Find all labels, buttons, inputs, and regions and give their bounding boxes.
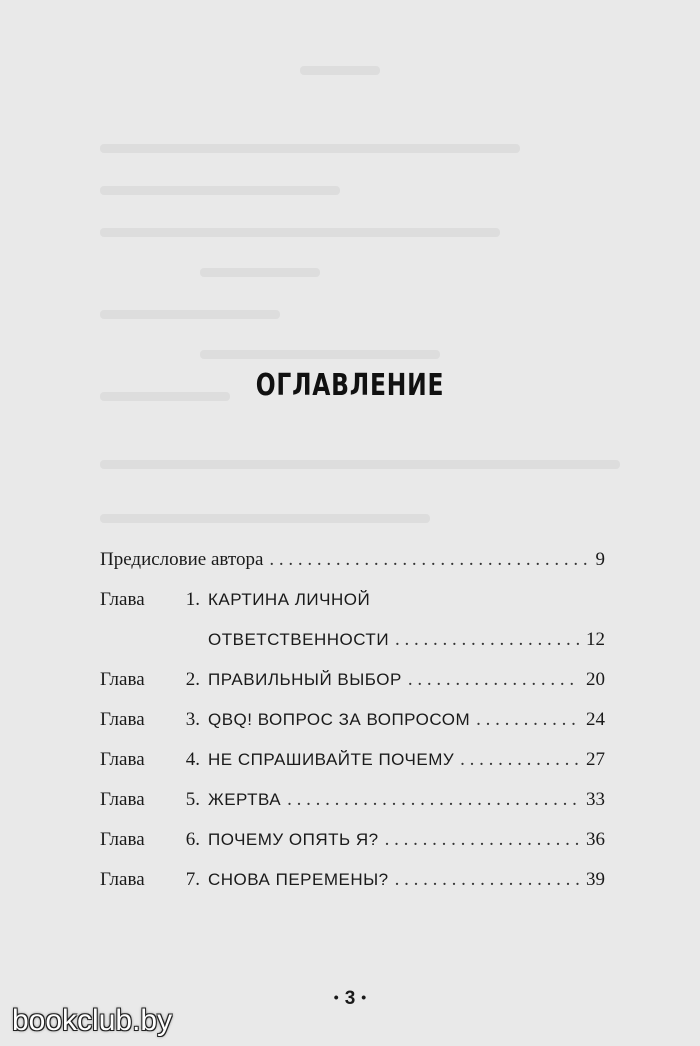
toc-page-number: 20: [586, 669, 605, 690]
toc-entry-chapter-1[interactable]: [100, 580, 605, 660]
toc-entry-title: ЖЕРТВА: [208, 790, 282, 809]
toc-page-number: 33: [586, 789, 605, 810]
chapter-label: Глава: [100, 869, 145, 890]
dot-leader: [408, 660, 580, 700]
dot-leader: [269, 540, 589, 580]
toc-entry-chapter-2[interactable]: [100, 660, 605, 700]
toc-page-number: 12: [586, 629, 605, 650]
chapter-number: 3.: [185, 709, 200, 730]
toc-entry-chapter-7[interactable]: [100, 860, 605, 900]
toc-page-number: 39: [586, 869, 605, 890]
dot-leader: [395, 620, 580, 660]
chapter-label: Глава: [100, 709, 145, 730]
dot-leader: [287, 780, 580, 820]
chapter-number: 7.: [185, 869, 200, 890]
chapter-label: Глава: [100, 789, 145, 810]
dot-leader: [385, 820, 580, 860]
toc-entry-title-continued: ОТВЕТСТВЕННОСТИ: [208, 630, 390, 649]
table-of-contents: [100, 540, 605, 900]
page-number: 3: [344, 988, 356, 1009]
toc-entry-chapter-6[interactable]: [100, 820, 605, 860]
toc-entry-chapter-3[interactable]: [100, 700, 605, 740]
toc-page-number: 36: [586, 829, 605, 850]
chapter-number: 4.: [185, 749, 200, 770]
toc-entry-chapter-5[interactable]: [100, 780, 605, 820]
chapter-label: Глава: [100, 749, 145, 770]
toc-entry-title: КАРТИНА ЛИЧНОЙ: [208, 590, 371, 609]
site-watermark: bookclub.by: [12, 1004, 173, 1037]
toc-heading: ОГЛАВЛЕНИЕ: [255, 368, 445, 403]
toc-entry-title: ПРАВИЛЬНЫЙ ВЫБОР: [208, 670, 402, 689]
chapter-label: Глава: [100, 669, 145, 690]
chapter-label: Глава: [100, 589, 145, 610]
toc-entry-preface[interactable]: [100, 540, 605, 580]
toc-entry-chapter-4[interactable]: [100, 740, 605, 780]
bullet-icon: •: [361, 989, 367, 1005]
dot-leader: [476, 700, 580, 740]
toc-entry-title: НЕ СПРАШИВАЙТЕ ПОЧЕМУ: [208, 750, 455, 769]
chapter-number: 2.: [185, 669, 200, 690]
toc-page-number: 27: [586, 749, 605, 770]
chapter-number: 5.: [185, 789, 200, 810]
toc-entry-title: СНОВА ПЕРЕМЕНЫ?: [208, 870, 389, 889]
toc-entry-title: ПОЧЕМУ ОПЯТЬ Я?: [208, 830, 379, 849]
chapter-label: Глава: [100, 829, 145, 850]
chapter-number: 1.: [185, 589, 200, 610]
bullet-icon: •: [333, 989, 339, 1005]
dot-leader: [460, 740, 580, 780]
toc-page-number: 24: [586, 709, 605, 730]
dot-leader: [395, 860, 580, 900]
toc-entry-title: Предисловие автора: [100, 549, 264, 570]
toc-page-number: 9: [595, 549, 605, 570]
toc-entry-title: QBQ! ВОПРОС ЗА ВОПРОСОМ: [208, 710, 471, 729]
chapter-number: 6.: [185, 829, 200, 850]
